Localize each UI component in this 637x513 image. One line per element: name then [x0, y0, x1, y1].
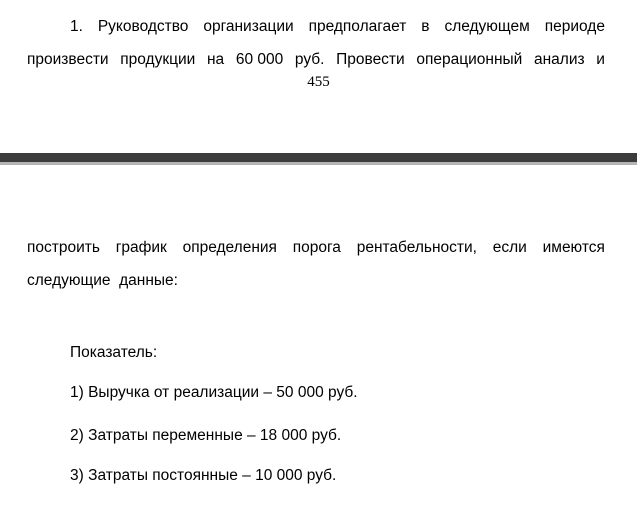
word: руб.	[294, 51, 325, 68]
word: построить	[27, 239, 100, 256]
paragraph-line-3	[27, 238, 605, 258]
word: 1.	[70, 18, 83, 35]
indicator-heading: Показатель:	[70, 344, 158, 361]
list-item: 1) Выручка от реализации – 50 000 руб.	[70, 384, 358, 401]
paragraph-line-2	[27, 50, 605, 70]
word: имеются	[542, 239, 605, 256]
word: если	[492, 239, 527, 256]
page-break-divider	[0, 153, 637, 162]
word: определения	[182, 239, 277, 256]
word: Руководство	[97, 18, 189, 35]
word: произвести	[27, 51, 109, 68]
paragraph-line-1	[70, 17, 605, 37]
word: график	[115, 239, 167, 256]
word: анализ	[533, 51, 585, 68]
word: предполагает	[308, 18, 407, 35]
page-number: 455	[307, 74, 330, 90]
word: на	[206, 51, 225, 68]
page-break-shadow	[0, 162, 637, 165]
word: периоде	[544, 18, 605, 35]
paragraph-line-4: следующие данные:	[27, 272, 178, 289]
list-item: 3) Затраты постоянные – 10 000 руб.	[70, 467, 337, 484]
word: 60 000	[235, 51, 284, 68]
word: в	[421, 18, 430, 35]
word: организации	[203, 18, 294, 35]
word: рентабельности,	[356, 239, 477, 256]
word: Провести	[336, 51, 405, 68]
word: продукции	[120, 51, 196, 68]
list-item: 2) Затраты переменные – 18 000 руб.	[70, 427, 342, 444]
word: операционный	[416, 51, 523, 68]
word: порога	[292, 239, 341, 256]
word: следующем	[444, 18, 530, 35]
word: и	[596, 51, 605, 68]
